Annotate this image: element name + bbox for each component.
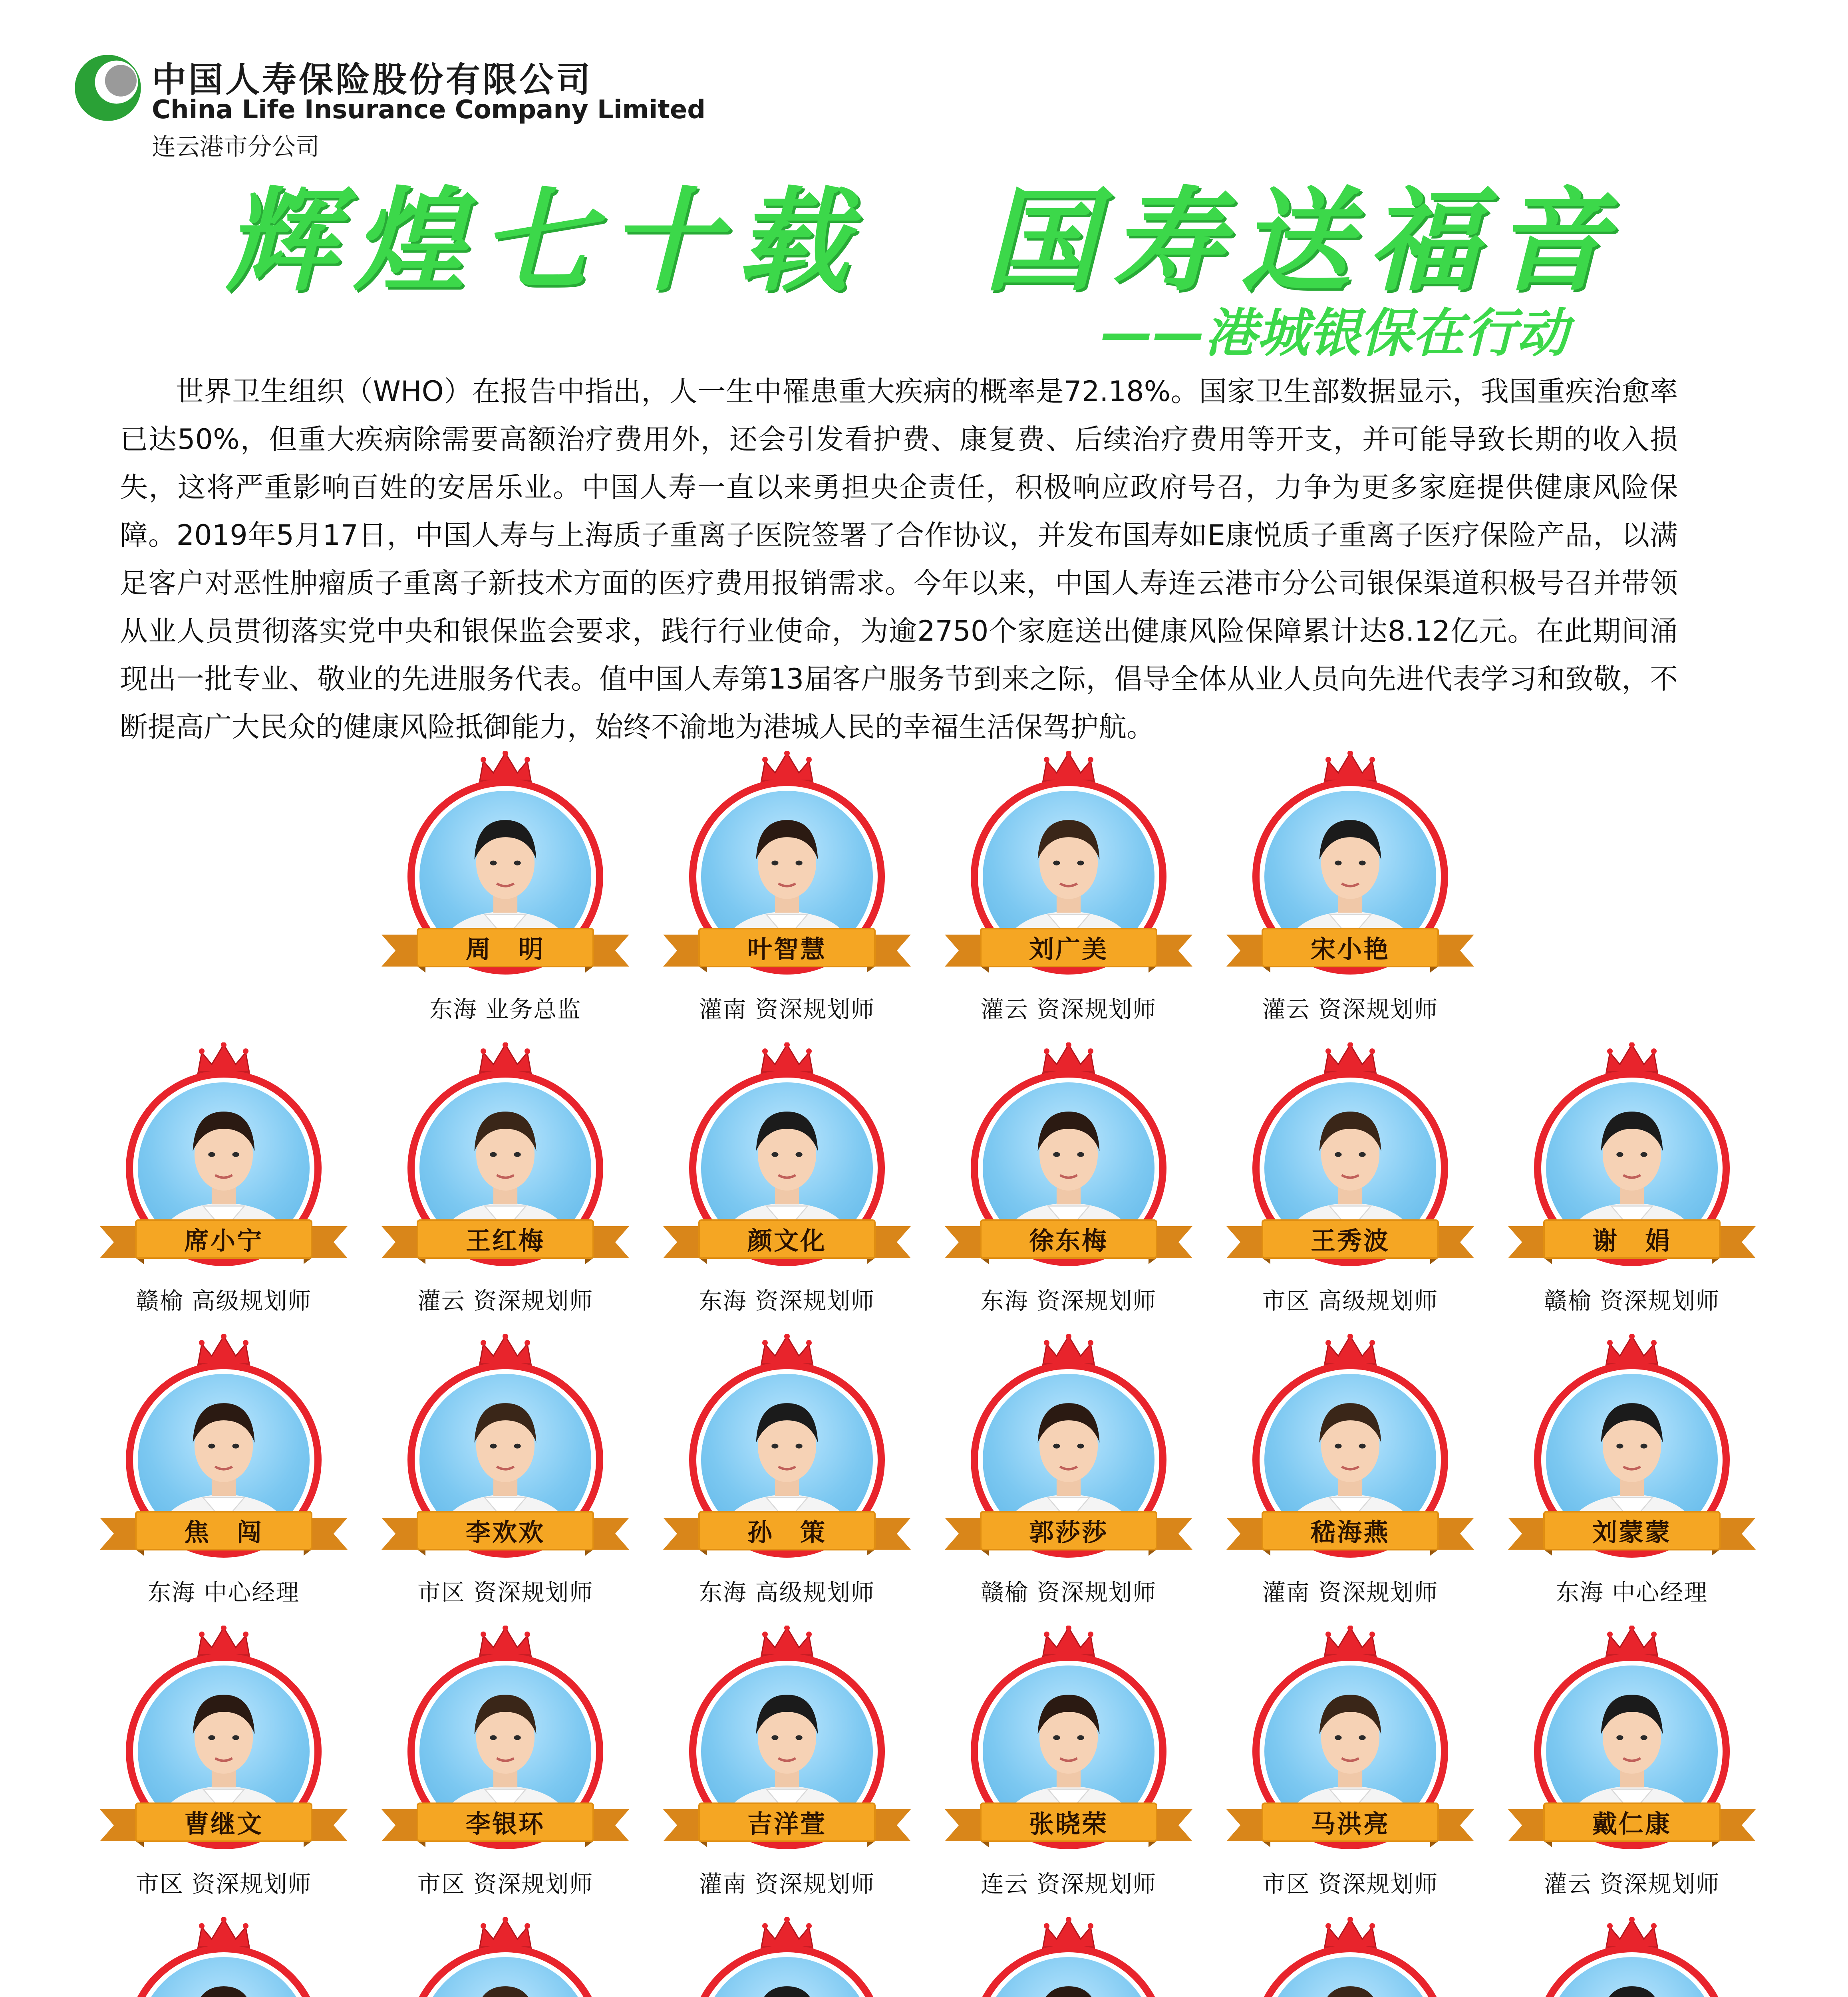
person-role: 东海 中心经理	[147, 1579, 300, 1606]
person-card	[92, 1626, 356, 1905]
person-role: 东海 资深规划师	[699, 1287, 875, 1314]
person-card	[937, 1626, 1200, 1905]
person-name: 宋小艳	[1310, 935, 1390, 964]
person-card	[1500, 1042, 1764, 1322]
portrait-frame	[126, 1945, 322, 1997]
person-name: 王秀波	[1310, 1226, 1390, 1255]
person-card	[374, 1917, 637, 1997]
person-name: 席小宁	[184, 1226, 263, 1255]
person-name: 曹继文	[184, 1809, 263, 1838]
person-role: 灌云 资深规划师	[980, 996, 1157, 1023]
person-role: 赣榆 资深规划师	[980, 1579, 1157, 1606]
portrait-frame	[971, 1945, 1166, 1997]
person-role: 市区 资深规划师	[1262, 1870, 1439, 1898]
person-card	[937, 1334, 1200, 1614]
person-card	[937, 751, 1200, 1030]
person-card	[1500, 1626, 1764, 1905]
person-card	[1500, 1917, 1764, 1997]
person-role: 东海 中心经理	[1556, 1579, 1708, 1606]
person-card	[374, 1334, 637, 1614]
portrait-photo	[1264, 1957, 1436, 1997]
person-role: 市区 高级规划师	[1262, 1287, 1439, 1314]
person-card	[374, 1626, 637, 1905]
person-role: 市区 资深规划师	[417, 1579, 594, 1606]
main-title	[0, 152, 1848, 307]
person-card	[92, 1917, 356, 1997]
person-role: 市区 资深规划师	[135, 1870, 312, 1898]
portrait-frame	[1252, 1945, 1448, 1997]
person-name: 颜文化	[747, 1226, 827, 1255]
person-name: 刘蒙蒙	[1592, 1518, 1671, 1547]
person-role: 灌南 资深规划师	[1262, 1579, 1439, 1606]
person-card	[1218, 1917, 1482, 1997]
person-card	[374, 1042, 637, 1322]
person-name: 马洪亮	[1310, 1809, 1390, 1838]
company-name-cn: 中国人寿保险股份有限公司	[152, 60, 593, 100]
person-name: 李银环	[465, 1809, 545, 1838]
china-life-logo-icon	[72, 52, 144, 124]
person-role: 赣榆 资深规划师	[1544, 1287, 1720, 1314]
person-name: 郭莎莎	[1029, 1518, 1108, 1547]
person-card	[374, 751, 637, 1030]
portrait-photo	[1546, 1957, 1718, 1997]
person-card	[655, 1917, 919, 1997]
header	[72, 44, 751, 164]
branch-name: 连云港市分公司	[152, 133, 320, 161]
subtitle: ——港城银保在行动	[1101, 303, 1568, 363]
portrait-photo	[419, 1957, 591, 1997]
person-card	[92, 1042, 356, 1322]
person-name: 王红梅	[465, 1226, 545, 1255]
person-card	[1218, 751, 1482, 1030]
person-card	[655, 1626, 919, 1905]
portrait-frame	[407, 1945, 603, 1997]
person-name: 李欢欢	[465, 1518, 545, 1547]
person-role: 连云 资深规划师	[980, 1870, 1157, 1898]
person-role: 灌云 资深规划师	[1544, 1870, 1720, 1898]
person-role: 东海 业务总监	[429, 996, 582, 1023]
person-card	[1218, 1042, 1482, 1322]
person-role: 灌南 资深规划师	[699, 1870, 875, 1898]
person-role: 东海 高级规划师	[699, 1579, 875, 1606]
person-card	[92, 1334, 356, 1614]
person-name: 徐东梅	[1029, 1226, 1108, 1255]
portrait-photo	[701, 1957, 873, 1997]
portrait-frame	[1534, 1945, 1730, 1997]
person-role: 灌南 资深规划师	[699, 996, 875, 1023]
person-name: 刘广美	[1029, 935, 1108, 964]
person-card	[655, 751, 919, 1030]
portrait-photo	[983, 1957, 1155, 1997]
person-card	[937, 1917, 1200, 1997]
company-name-en: China Life Insurance Company Limited	[152, 95, 706, 125]
person-name: 张晓荣	[1029, 1809, 1108, 1838]
person-card	[937, 1042, 1200, 1322]
person-name: 周 明	[465, 935, 545, 964]
person-role: 灌云 资深规划师	[417, 1287, 594, 1314]
person-name: 谢 娟	[1592, 1226, 1671, 1255]
person-name: 焦 闯	[184, 1518, 263, 1547]
person-name: 戴仁康	[1592, 1809, 1671, 1838]
person-card	[1218, 1626, 1482, 1905]
person-role: 东海 资深规划师	[980, 1287, 1157, 1314]
person-card	[1218, 1334, 1482, 1614]
person-name: 吉洋萱	[747, 1809, 827, 1838]
person-card	[655, 1042, 919, 1322]
person-name: 叶智慧	[747, 935, 827, 964]
person-role: 市区 资深规划师	[417, 1870, 594, 1898]
portrait-photo	[138, 1957, 310, 1997]
intro-paragraph: 世界卫生组织（WHO）在报告中指出，人一生中罹患重大疾病的概率是72.18%。国家卫生部数据显示，我国重疾治愈率已达50%，但重大疾病除需要高额治疗费用外，还会引发看护费、康复费、后续治疗费用等开支，并可能导致长期的收入损失，这将严重影响百姓的安居乐业。中国人寿一直以来勇担央企责任，积极响应政府号召，力争为更多家庭提供健康风险保障。2019年5月17日，中国人寿与上海质子重离子医院签署了合作协议，并发布国寿如E康悦质子重离子医疗保险产品，以满足客户对恶性肿瘤质子重离子新技术方面的医疗费用报销需求。今年以来，中国人寿连云港市分公司银保渠道积极号召并带领从业人员贯彻落实党中央和银保监会要求，践行行业使命，为逾2750个家庭送出健康风险保障累计达8.12亿元。在此期间涌现出一批专业、敬业的先进服务代表。值中国人寿第13届客户服务节到来之际，倡导全体从业人员向先进代表学习和致敬，不断提高广大民众的健康风险抵御能力，始终不渝地为港城人民的幸福生活保驾护航。	[120, 375, 1678, 743]
main-title-part2: 国寿送福音	[984, 175, 1623, 307]
person-role: 灌云 资深规划师	[1262, 996, 1439, 1023]
person-name: 孙 策	[747, 1518, 827, 1547]
main-title-part1: 辉煌七十载	[225, 175, 864, 307]
person-card	[1500, 1334, 1764, 1614]
person-card	[655, 1334, 919, 1614]
person-role: 赣榆 高级规划师	[135, 1287, 312, 1314]
portrait-frame	[689, 1945, 885, 1997]
person-name: 嵇海燕	[1310, 1518, 1390, 1547]
